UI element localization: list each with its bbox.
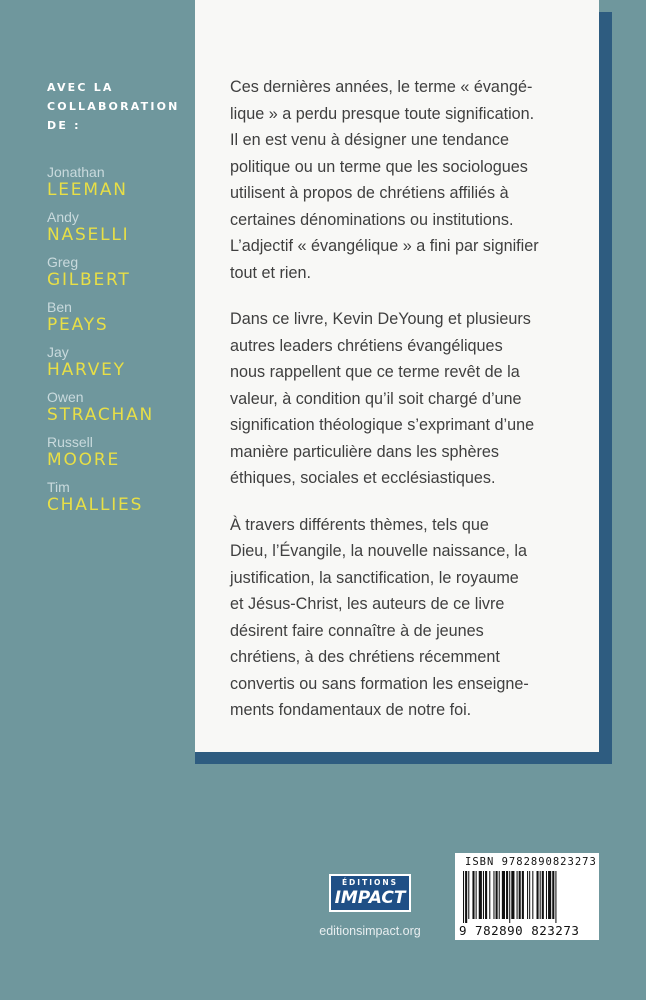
author-list: [47, 164, 187, 524]
barcode-bar: [499, 871, 500, 919]
barcode-bar: [489, 871, 490, 919]
barcode-bar: [517, 871, 518, 919]
author-item: [47, 389, 187, 425]
author-last-name: GILBERT: [47, 270, 131, 290]
text-line: signification théologique s’exprimant d’une: [230, 416, 535, 434]
author-item: [47, 209, 187, 245]
text-line: convertis ou sans formation les enseigne-: [230, 674, 529, 693]
text-line: chrétiens, à des chrétiens récemment: [230, 648, 500, 666]
barcode-bar: [502, 871, 505, 919]
text-line: L’adjectif « évangélique » a fini par signifier: [230, 237, 539, 255]
barcode-bar: [493, 871, 494, 919]
barcode-bars: [463, 871, 591, 923]
isbn-barcode: [455, 853, 599, 940]
publisher-website[interactable]: editionsimpact.org: [319, 924, 421, 938]
barcode-bar: [472, 871, 474, 919]
author-item: [47, 254, 187, 290]
text-line: et Jésus-Christ, les auteurs de ce livre: [230, 595, 505, 613]
description-paragraph: [230, 306, 570, 492]
author-first-name: Tim: [47, 479, 70, 495]
text-line: Il en est venu à désigner une tendance: [230, 131, 509, 149]
barcode-bar: [479, 871, 482, 919]
author-item: [47, 479, 187, 515]
text-line: désirent faire connaître à de jeunes: [230, 621, 484, 640]
barcode-bar: [555, 871, 556, 923]
barcode-bar: [506, 871, 508, 919]
text-line: politique ou un terme que les sociologues: [230, 157, 528, 176]
author-first-name: Ben: [47, 299, 72, 315]
barcode-bar: [537, 871, 539, 919]
barcode-bar: [542, 871, 544, 919]
text-line: lique » a perdu presque toute signification.: [230, 104, 535, 123]
text-line: éthiques, sociales et ecclésiastiques.: [230, 469, 496, 487]
barcode-bar: [532, 871, 533, 919]
barcode-bar: [522, 871, 524, 919]
collaboration-heading-line: DE :: [47, 119, 81, 132]
publisher-logo: [329, 874, 411, 912]
text-line: valeur, à condition qu’il soit chargé d’une: [230, 389, 522, 408]
text-line: nous rappellent que ce terme revêt de la: [230, 363, 520, 381]
barcode-bar: [468, 871, 469, 919]
text-line: Ces dernières années, le terme « évangé-: [230, 78, 533, 96]
barcode-bar: [552, 871, 554, 919]
text-line: justification, la sanctification, le royaume: [230, 568, 519, 587]
collaboration-heading-line: AVEC LA: [47, 81, 114, 94]
barcode-bar: [519, 871, 521, 919]
text-line: tout et rien.: [230, 263, 311, 282]
author-first-name: Jay: [47, 344, 69, 360]
text-line: Dans ce livre, Kevin DeYoung et plusieurs: [230, 310, 531, 328]
barcode-bar: [546, 871, 547, 919]
isbn-label: ISBN 9782890823273: [465, 856, 597, 868]
text-line: À travers différents thèmes, tels que: [230, 515, 489, 534]
author-item: [47, 434, 187, 470]
author-last-name: LEEMAN: [47, 180, 128, 200]
barcode-bar: [527, 871, 528, 919]
barcode-bar: [465, 871, 467, 923]
text-line: autres leaders chrétiens évangéliques: [230, 336, 503, 355]
author-first-name: Russell: [47, 434, 93, 450]
author-item: [47, 299, 187, 335]
logo-main-text: IMPACT: [334, 888, 406, 908]
author-last-name: PEAYS: [47, 315, 109, 335]
logo-top-text: ÉDITIONS: [341, 878, 399, 887]
author-first-name: Jonathan: [47, 164, 105, 180]
author-item: [47, 164, 187, 200]
text-line: utilisent à propos de chrétiens affiliés à: [230, 184, 509, 202]
text-line: ments fondamentaux de notre foi.: [230, 701, 472, 719]
barcode-bar: [540, 871, 541, 919]
barcode-bar: [485, 871, 487, 919]
author-item: [47, 344, 187, 380]
author-last-name: MOORE: [47, 450, 120, 470]
collaboration-heading: [47, 78, 187, 135]
author-last-name: STRACHAN: [47, 405, 155, 425]
publisher-block: [300, 874, 440, 938]
barcode-bar: [483, 871, 484, 919]
description-paragraph: [230, 74, 570, 286]
author-first-name: Greg: [47, 254, 79, 270]
barcode-digits: 9 782890 823273: [459, 923, 580, 938]
description-paragraph: [230, 512, 570, 724]
barcode-bar: [476, 871, 477, 919]
author-last-name: NASELLI: [47, 225, 130, 245]
author-first-name: Owen: [47, 389, 84, 405]
collaboration-heading-line: COLLABORATION: [47, 100, 180, 113]
barcode-bar: [496, 871, 498, 919]
author-first-name: Andy: [47, 209, 79, 225]
barcode-bar: [548, 871, 551, 919]
text-line: Dieu, l’Évangile, la nouvelle naissance, la: [230, 542, 527, 560]
barcode-bar: [463, 871, 464, 923]
author-last-name: HARVEY: [47, 360, 126, 380]
barcode-bar: [511, 871, 514, 919]
text-line: manière particulière dans les sphères: [230, 442, 500, 461]
author-last-name: CHALLIES: [47, 495, 144, 515]
description-text: [230, 74, 570, 744]
text-line: certaines dénominations ou institutions.: [230, 210, 514, 229]
barcode-bar: [529, 871, 530, 919]
barcode-bar: [509, 871, 510, 923]
